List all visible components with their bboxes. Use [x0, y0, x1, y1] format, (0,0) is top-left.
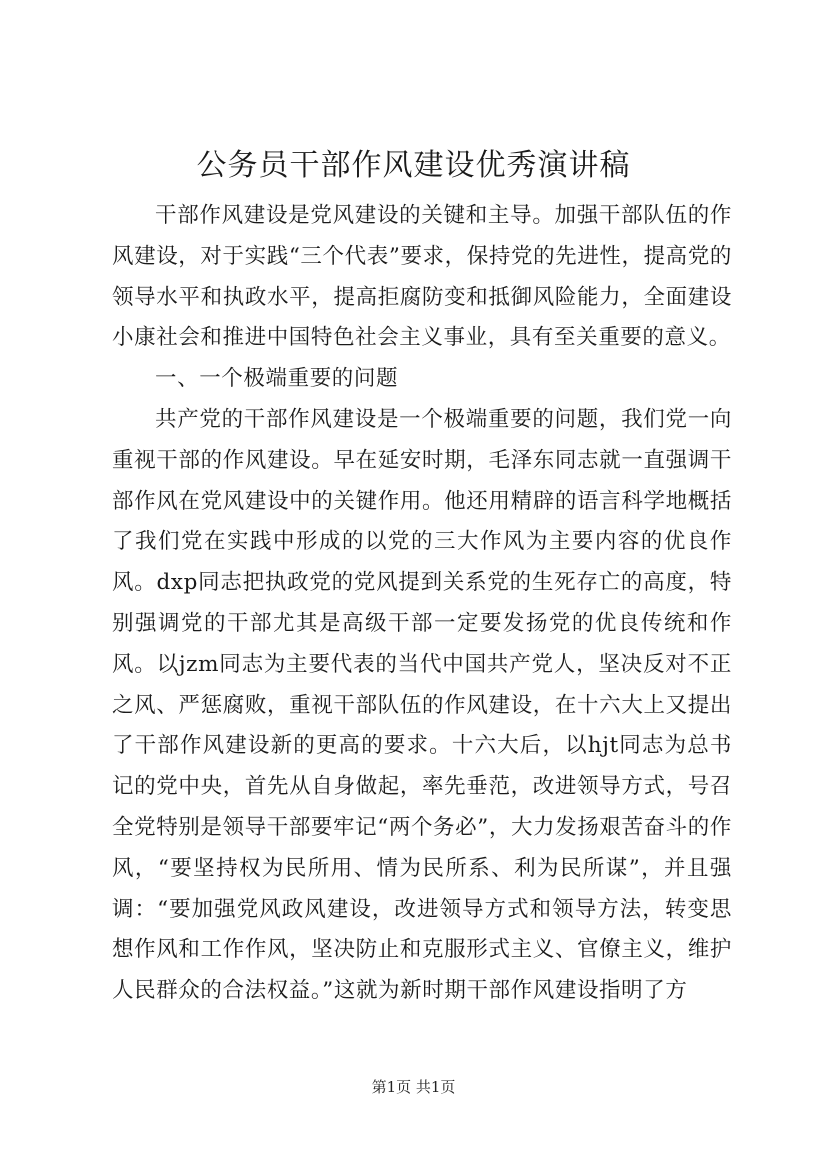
section-heading: 一、一个极端重要的问题 [155, 366, 399, 392]
page-footer: 第1页 共1页 [371, 1078, 456, 1096]
document-body [112, 196, 732, 1012]
document-title: 公务员干部作风建设优秀演讲稿 [196, 148, 631, 183]
paragraph-main: 共产党的干部作风建设是一个极端重要的问题，我们党一向重视干部的作风建设。早在延安时期，毛泽东同志就一直强调干部作风在党风建设中的关键作用。他还用精辟的语言科学地概括了我们党在实践中形成的以党的三大作风为主要内容的优良作风。dxp同志把执政党的党风提到关系党的生死存亡的高度，特别强调党的干部尤其是高级干部一定要发扬党的优良传统和作风。以jzm同志为主要代表的当代中国共产党人，坚决反对不正之风、严惩腐败，重视干部队伍的作风建设，在十六大上又提出了干部作风建设新的更高的要求。十六大后，以hjt同志为总书记的党中央，首先从自身做起，率先垂范，改进领导方式，号召全党特别是领导干部要牢记“两个务必”，大力发扬艰苦奋斗的作风，“要坚持权为民所用、情为民所系、利为民所谋”，并且强调：“要加强党风政风建设，改进领导方式和领导方法，转变思想作风和工作作风，坚决防止和克服形式主义、官僚主义，维护人民群众的合法权益。”这就为新时期干部作风建设指明了方 [112, 406, 732, 1004]
paragraph-intro: 干部作风建设是党风建设的关键和主导。加强干部队伍的作风建设，对于实践“三个代表”要求，保持党的先进性，提高党的领导水平和执政水平，提高拒腐防变和抵御风险能力，全面建设小康社会和推进中国特色社会主义事业，具有至关重要的意义。 [112, 203, 732, 351]
